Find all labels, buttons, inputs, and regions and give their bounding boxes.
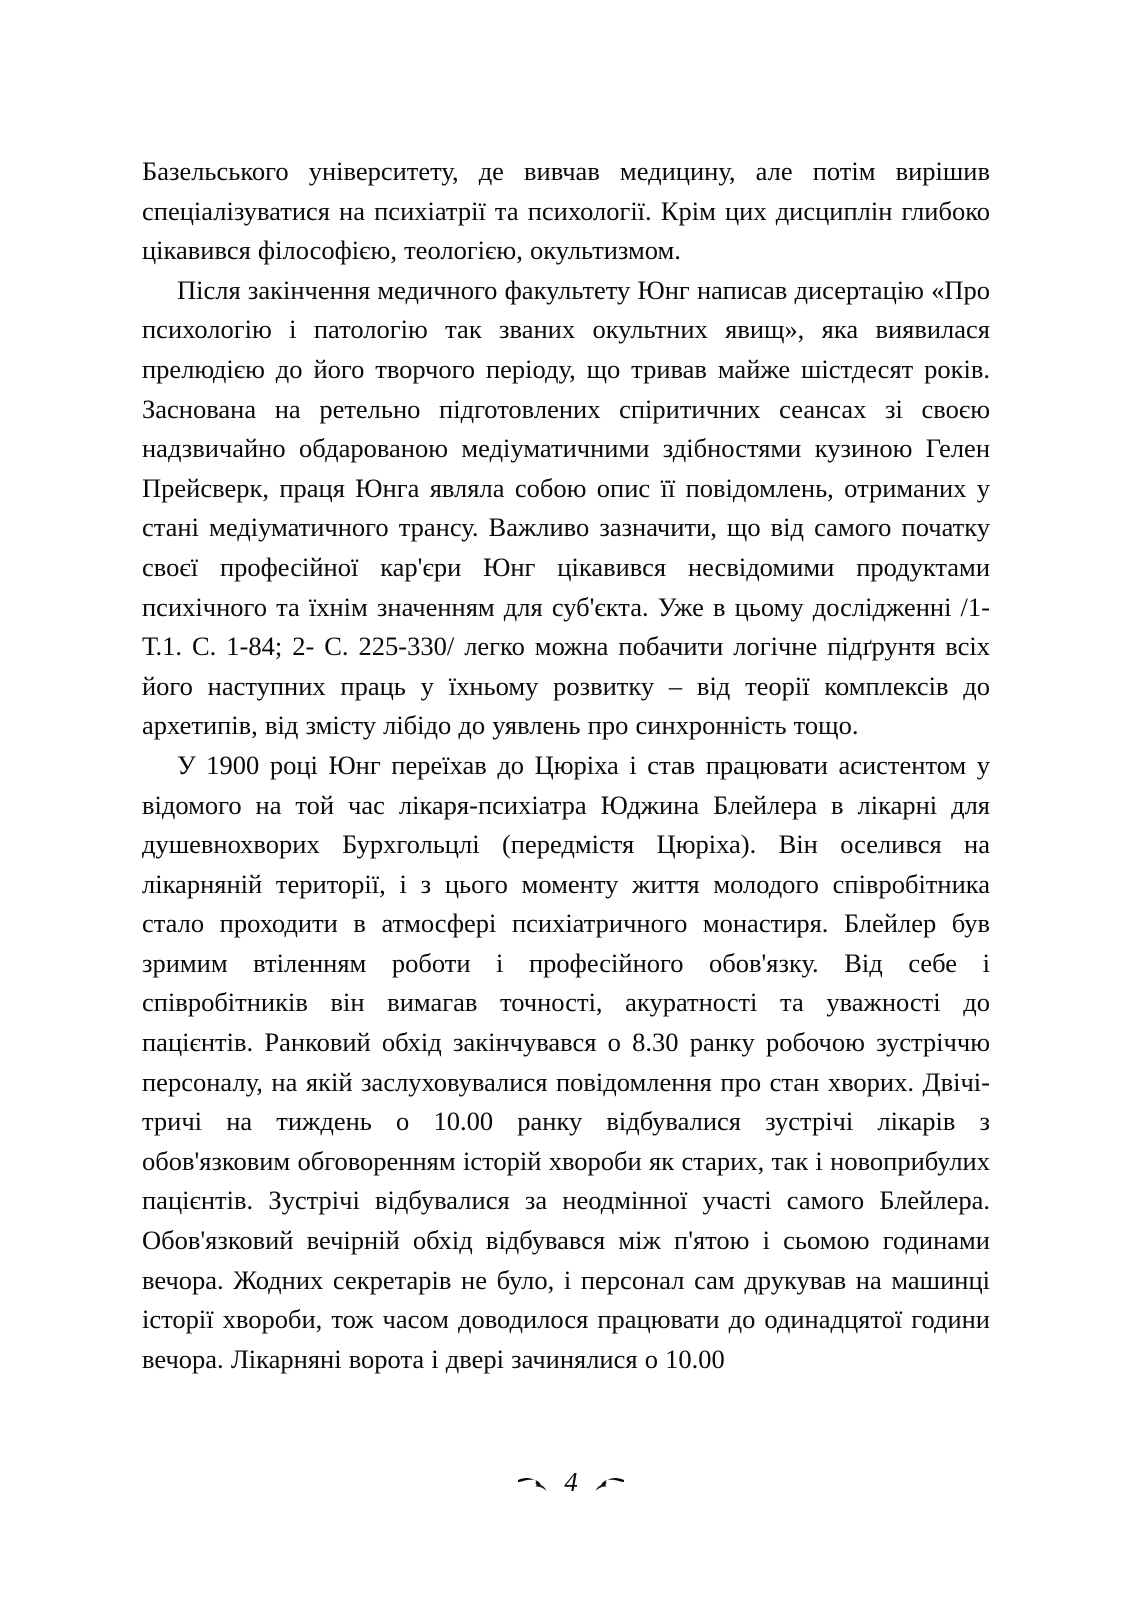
leaf-fleuron-icon [591, 1474, 625, 1494]
page-footer [0, 1467, 1142, 1497]
body-paragraph: У 1900 році Юнг переїхав до Цюріха і став працювати асистентом у відомого на той час лікаря-психіатра Юджина Блейлера в лікарні для душевнохворих Бурхгольцлі (передмістя Цюріха). Він оселився на лікарняній території, і з цього моменту життя молодого співробітника стало проходити в атмосфері психіатричного монастиря. Блейлер був зримим втіленням роботи і професійного обов'язку. Від себе і співробітників він вимагав точності, акуратності та уважності до пацієнтів. Ранковий обхід закінчувався о 8.30 ранку робочою зустріччю персоналу, на якій заслуховувалися повідомлення про стан хворих. Двічі-тричі на тиждень о 10.00 ранку відбувалися зустрічі лікарів з обов'язковим обговоренням історій хвороби як старих, так і новоприбулих пацієнтів. Зустрічі відбувалися за неодмінної участі самого Блейлера. Обов'язковий вечірній обхід відбувався між п'ятою і сьомою годинами вечора. Жодних секретарів не було, і персонал сам друкував на машинці історії хвороби, тож часом доводилося працювати до одинадцятої години вечора. Лікарняні ворота і двері зачинялися о 10.00 [142, 749, 990, 1374]
page-text-block [142, 152, 990, 1379]
leaf-fleuron-icon [517, 1474, 551, 1494]
page-number: 4 [564, 1467, 578, 1497]
body-paragraph: Базельського університету, де вивчав медицину, але потім вирішив спеціалізуватися на психіатрії та психології. Крім цих дисциплін глибоко цікавився філософією, теологією, окультизмом. [142, 156, 990, 266]
body-paragraph: Після закінчення медичного факультету Юнг написав дисертацію «Про психологію і патологію так званих окультних явищ», яка виявилася прелюдією до його творчого періоду, що тривав майже шістдесят років. Заснована на ретельно підготовлених спіритичних сеансах зі своєю надзвичайно обдарованою медіуматичними здібностями кузиною Гелен Прейсверк, праця Юнга являла собою опис її повідомлень, отриманих у стані медіуматичного трансу. Важливо зазначити, що від самого початку своєї професійної кар'єри Юнг цікавився несвідомими продуктами психічного та їхнім значенням для суб'єкта. Уже в цьому дослідженні /1- Т.1. С. 1-84; 2- С. 225-330/ легко можна побачити логічне підґрунтя всіх його наступних праць у їхньому розвитку – від теорії комплексів до архетипів, від змісту лібідо до уявлень про синхронність тощо. [142, 274, 990, 741]
